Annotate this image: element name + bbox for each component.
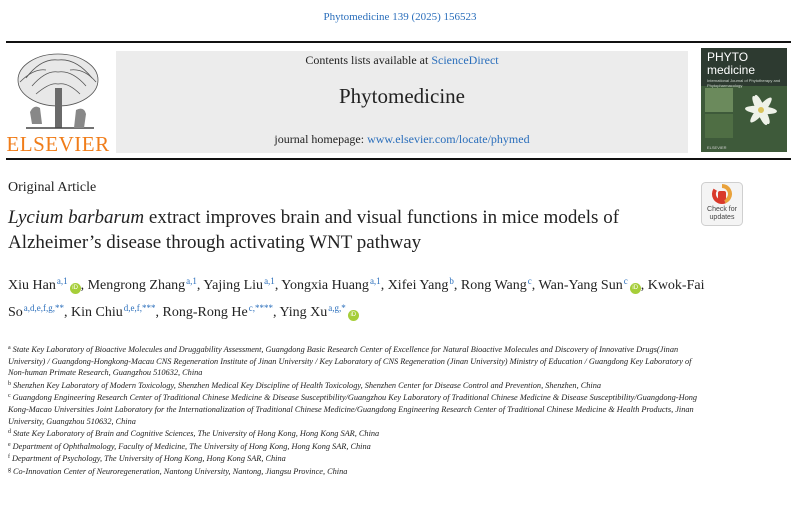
elsevier-wordmark: ELSEVIER <box>6 132 110 156</box>
affiliation-item <box>8 452 708 465</box>
affiliation-label: a <box>8 345 11 351</box>
author-separator: , <box>274 278 282 293</box>
author-entry <box>88 278 204 293</box>
author-entry <box>461 278 539 293</box>
affiliation-text: State Key Laboratory of Bioactive Molecules and Druggability Assessment, Guangdong Basic Research Center of Excellence for Natural Bioactive Molecules and Discovery of Innovative Drugs(Jinan University) / Guangdong-Hongkong-Macau CNS Regeneration Institute of Jinan University / Key Laboratory of CNS Regeneration (Jinan University) Ministry of Education / Guangdong Key Laboratory of Non-human Primate Research, Guangzhou 510632, China <box>8 345 692 378</box>
author-name[interactable]: Rong Wang <box>460 278 527 293</box>
author-affiliation-marks[interactable]: c <box>527 276 532 286</box>
author-affiliation-marks[interactable]: a,1 <box>264 276 275 286</box>
author-name[interactable]: Kwok-Fai So <box>8 278 705 320</box>
affiliation-text: Co-Innovation Center of Neuroregeneration, Nantong University, Nantong, Jiangsu Province, China <box>13 466 348 476</box>
author-entry <box>8 278 88 293</box>
article-title-italic: Lycium barbarum <box>8 207 145 228</box>
affiliation-item <box>8 427 708 440</box>
author-separator: , <box>453 278 461 293</box>
author-name[interactable]: Kin Chiu <box>71 305 123 320</box>
author-name[interactable]: Yongxia Huang <box>281 278 369 293</box>
article-title <box>8 205 688 255</box>
author-affiliation-marks[interactable]: a,1 <box>186 276 197 286</box>
homepage-line <box>116 132 688 147</box>
affiliation-text: Department of Ophthalmology, Faculty of Medicine, The University of Hong Kong, Hong Kong SAR, China <box>12 441 371 451</box>
author-affiliation-marks[interactable]: a,g,* <box>328 303 346 313</box>
affiliation-item <box>8 465 708 478</box>
author-name[interactable]: Yajing Liu <box>203 278 264 293</box>
author-name[interactable]: Mengrong Zhang <box>87 278 186 293</box>
author-separator: , <box>196 278 204 293</box>
elsevier-tree-icon <box>6 48 110 132</box>
affiliation-text: Department of Psychology, The University of Hong Kong, Hong Kong SAR, China <box>12 454 286 464</box>
author-entry <box>281 278 387 293</box>
affiliation-text: Shenzhen Key Laboratory of Modern Toxicology, Shenzhen Medical Key Discipline of Health Toxicology, Shenzhen Center for Disease Control and Prevention, Shenzhen, China <box>13 380 601 390</box>
orcid-icon[interactable]: iD <box>630 283 641 294</box>
author-separator: , <box>272 305 280 320</box>
author-affiliation-marks[interactable]: d,e,f,*** <box>123 303 156 313</box>
affiliation-text: Guangdong Engineering Research Center of Traditional Chinese Medicine & Disease Susceptibility/Guangzhou Key Laboratory of Traditional Chinese Medicine & Disease Susceptibility/Guangdong-Hong Kong-Macao Universities Joint Laboratory for the Internationalization of Traditional Chinese Medicine/Guangdong Engineering Research Center of Traditional Chinese Medicine & Health Products, Jinan University, Guangzhou 510632, China <box>8 393 698 426</box>
homepage-prefix: journal homepage: <box>274 132 368 146</box>
author-affiliation-marks[interactable]: b <box>449 276 454 286</box>
affiliation-label: b <box>8 380 11 387</box>
author-name[interactable]: Wan-Yang Sun <box>538 278 623 293</box>
cover-title <box>707 51 755 77</box>
author-separator: , <box>155 305 163 320</box>
author-name[interactable]: Xifei Yang <box>387 278 449 293</box>
affiliation-item <box>8 379 708 392</box>
author-separator: , <box>80 278 88 293</box>
affiliation-label: g <box>8 466 11 473</box>
author-entry <box>163 305 280 320</box>
article-type: Original Article <box>8 180 97 195</box>
author-entry <box>279 305 358 320</box>
journal-cover[interactable] <box>701 48 787 152</box>
affiliation-item <box>8 440 708 453</box>
author-separator: , <box>64 305 72 320</box>
author-affiliation-marks[interactable]: a,1 <box>369 276 381 286</box>
affiliation-item <box>8 391 708 427</box>
cover-title-line2: medicine <box>707 63 756 77</box>
author-entry <box>203 278 281 293</box>
author-list <box>8 270 708 324</box>
author-separator: , <box>640 278 648 293</box>
check-for-updates-line2: updates <box>709 214 735 221</box>
affiliation-text: State Key Laboratory of Brain and Cognitive Sciences, The University of Hong Kong, Hong Kong SAR, China <box>13 429 380 439</box>
affiliation-item <box>8 343 708 379</box>
journal-citation[interactable]: Phytomedicine 139 (2025) 156523 <box>323 11 477 23</box>
contents-line <box>116 53 688 68</box>
author-affiliation-marks[interactable]: c,**** <box>248 303 273 313</box>
check-for-updates-line1: Check for <box>707 206 737 213</box>
orcid-icon[interactable]: iD <box>348 310 359 321</box>
cover-title-line1: PHYTO <box>707 50 749 64</box>
journal-homepage-link[interactable]: www.elsevier.com/locate/phymed <box>367 132 530 146</box>
orcid-icon[interactable]: iD <box>70 283 81 294</box>
author-entry <box>71 305 162 320</box>
affiliation-label: c <box>8 393 11 400</box>
author-separator: , <box>531 278 539 293</box>
author-affiliation-marks[interactable]: a,1 <box>56 276 68 286</box>
check-for-updates-label <box>700 206 744 222</box>
author-entry <box>539 278 648 293</box>
author-entry <box>388 278 461 293</box>
elsevier-logo[interactable] <box>6 48 110 156</box>
cover-subtitle: International Journal of Phytotherapy and Phytopharmacology <box>707 78 781 88</box>
article-title-rest: extract improves brain and visual functions in mice models of Alzheimer’s disease through activating WNT pathway <box>8 207 620 253</box>
affiliation-label: d <box>8 429 11 436</box>
author-name[interactable]: Ying Xu <box>279 305 328 320</box>
sciencedirect-link[interactable]: ScienceDirect <box>431 53 499 67</box>
contents-prefix: Contents lists available at <box>305 53 432 67</box>
author-name[interactable]: Xiu Han <box>8 278 56 293</box>
top-rule <box>6 41 791 43</box>
cover-publisher: ELSEVIER <box>707 145 727 150</box>
author-separator: , <box>380 278 388 293</box>
journal-name: Phytomedicine <box>339 84 465 108</box>
author-affiliation-marks[interactable]: c <box>623 276 628 286</box>
affiliation-list <box>8 343 708 478</box>
header-bottom-rule <box>6 158 791 160</box>
author-name[interactable]: Rong-Rong He <box>162 305 248 320</box>
affiliation-label: f <box>8 454 10 461</box>
affiliation-label: e <box>8 441 11 448</box>
author-affiliation-marks[interactable]: a,d,e,f,g,** <box>23 303 65 313</box>
